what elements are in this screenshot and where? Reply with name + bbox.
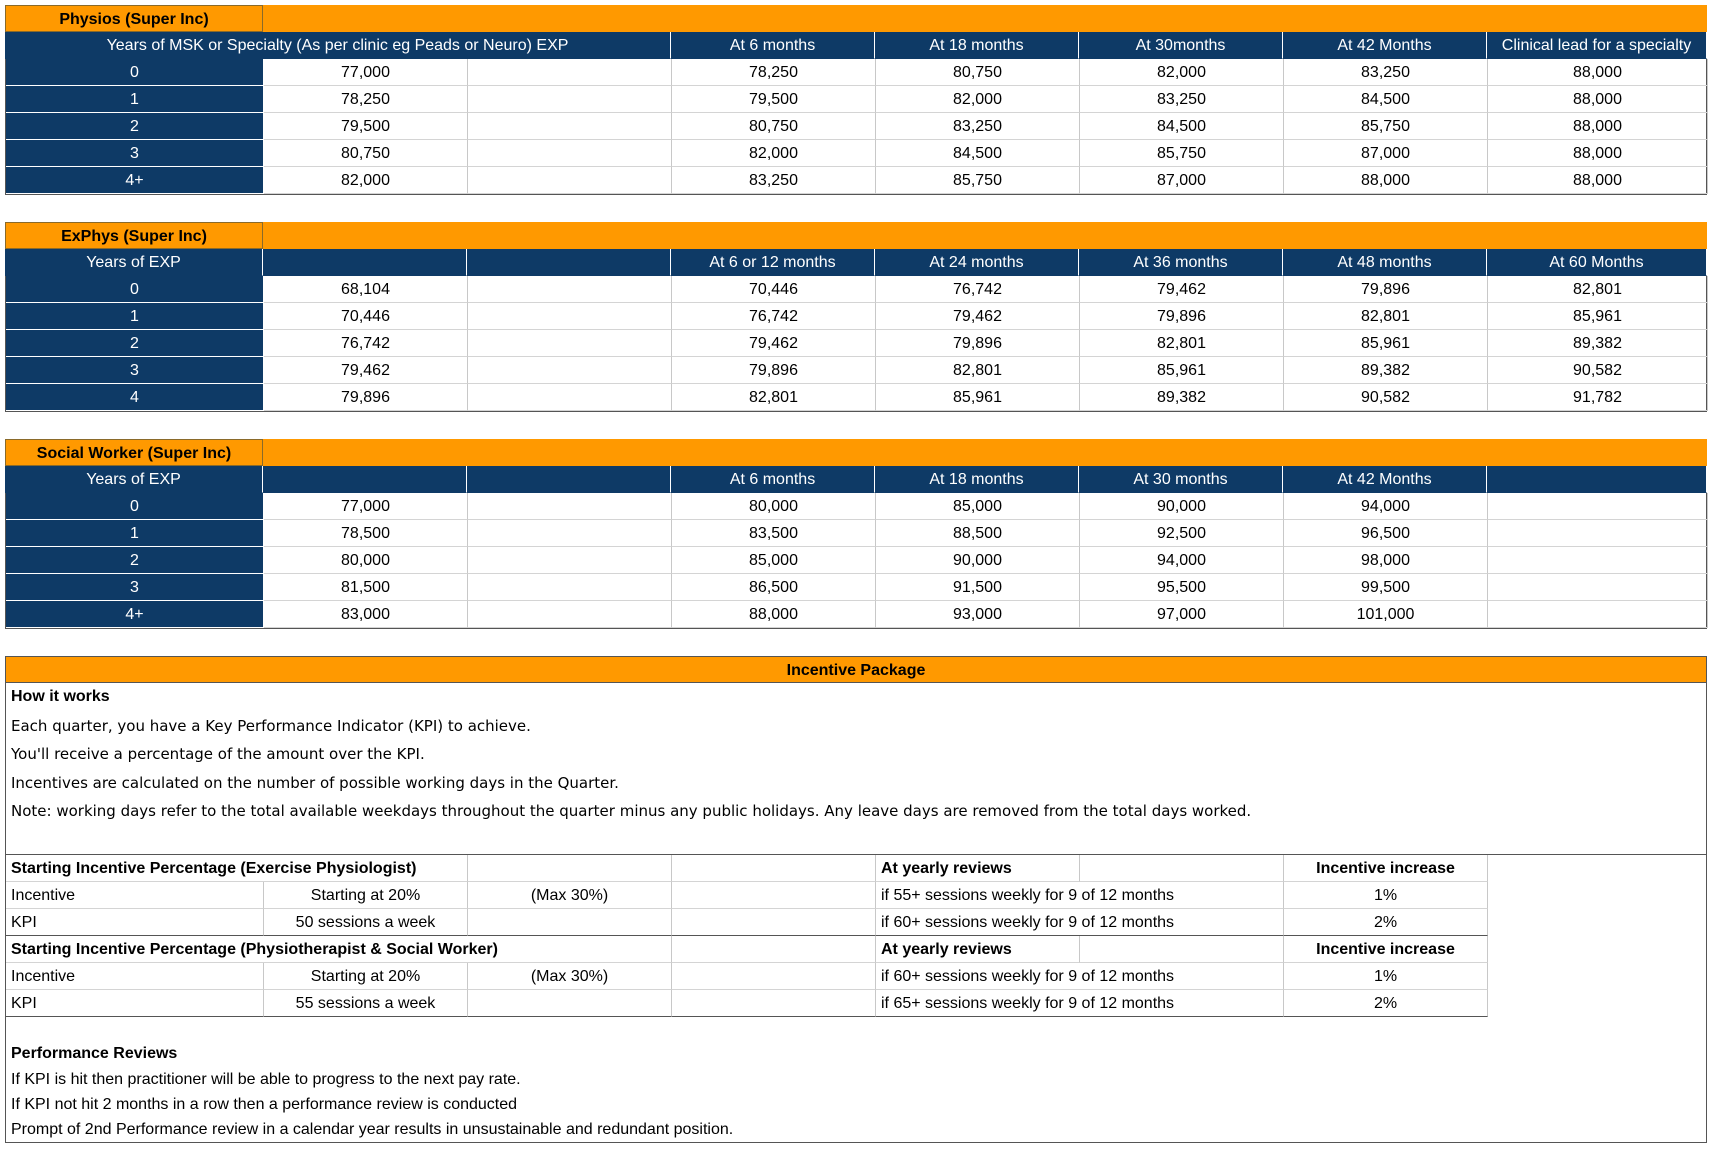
base-cell[interactable]: 82,000	[264, 167, 468, 194]
yearly-reviews-header[interactable]: At yearly reviews	[876, 936, 1080, 963]
year-cell[interactable]: 3	[6, 357, 264, 384]
value-cell[interactable]: 85,961	[1488, 303, 1708, 330]
review-condition[interactable]: if 60+ sessions weekly for 9 of 12 months	[876, 909, 1284, 936]
base-cell[interactable]: 78,250	[264, 86, 468, 113]
how-line[interactable]: Note: working days refer to the total available weekdays throughout the quarter minus any public holidays. Any leave days are removed from the total days worked.	[11, 802, 1252, 820]
value-cell[interactable]: 96,500	[1284, 520, 1488, 547]
year-cell[interactable]: 0	[6, 276, 264, 303]
value-cell[interactable]: 86,500	[672, 574, 876, 601]
value-cell[interactable]: 79,462	[1080, 276, 1284, 303]
physios-title[interactable]: Physios (Super Inc)	[5, 5, 263, 32]
year-cell[interactable]: 0	[6, 493, 264, 520]
how-line[interactable]: Each quarter, you have a Key Performance Indicator (KPI) to achieve.	[11, 716, 531, 735]
year-cell[interactable]: 3	[6, 140, 264, 167]
table-row	[6, 113, 1706, 140]
value-cell[interactable]: 91,500	[876, 574, 1080, 601]
table-row	[6, 140, 1706, 167]
incentive-increase-header[interactable]: Incentive increase	[1284, 936, 1488, 963]
table-row	[6, 882, 1706, 909]
value-cell[interactable]: 83,250	[876, 113, 1080, 140]
table-row	[6, 990, 1706, 1017]
exphys-years-header[interactable]: Years of EXP	[5, 249, 263, 276]
value-cell[interactable]: 99,500	[1284, 574, 1488, 601]
value-cell[interactable]: 82,000	[1080, 59, 1284, 86]
value-cell[interactable]: 85,750	[1080, 140, 1284, 167]
increase-value[interactable]: 1%	[1284, 882, 1488, 909]
value-cell[interactable]: 82,801	[1284, 303, 1488, 330]
incentive-value[interactable]: Starting at 20%	[264, 963, 468, 990]
performance-line[interactable]: If KPI is hit then practitioner will be able to progress to the next pay rate.	[11, 1071, 521, 1088]
value-cell[interactable]: 101,000	[1284, 601, 1488, 628]
increase-value[interactable]: 2%	[1284, 909, 1488, 936]
value-cell[interactable]: 95,500	[1080, 574, 1284, 601]
value-cell[interactable]: 79,500	[672, 86, 876, 113]
value-cell[interactable]: 80,000	[672, 493, 876, 520]
value-cell[interactable]: 85,750	[876, 167, 1080, 194]
base-cell[interactable]: 78,500	[264, 520, 468, 547]
incentive-max[interactable]: (Max 30%)	[468, 963, 672, 990]
value-cell[interactable]: 80,750	[672, 113, 876, 140]
physio-incentive-block	[5, 936, 1707, 1017]
exphys-col-header[interactable]: At 6 or 12 months	[671, 249, 875, 276]
exphys-title[interactable]: ExPhys (Super Inc)	[5, 222, 263, 249]
exphys-incentive-heading[interactable]: Starting Incentive Percentage (Exercise Physiologist)	[6, 855, 468, 882]
physios-col-header[interactable]: At 6 months	[671, 32, 875, 59]
incentive-value[interactable]: Starting at 20%	[264, 882, 468, 909]
value-cell[interactable]: 88,000	[1488, 86, 1708, 113]
exphys-col-header[interactable]: At 36 months	[1079, 249, 1283, 276]
value-cell[interactable]: 82,000	[672, 140, 876, 167]
exphys-incentive-block	[5, 854, 1707, 936]
exphys-col-header[interactable]: At 24 months	[875, 249, 1079, 276]
year-cell[interactable]: 4+	[6, 601, 264, 628]
kpi-label[interactable]: KPI	[6, 990, 264, 1017]
physios-col-header[interactable]: At 42 Months	[1283, 32, 1487, 59]
year-cell[interactable]: 2	[6, 113, 264, 140]
value-cell[interactable]: 94,000	[1284, 493, 1488, 520]
review-condition[interactable]: if 55+ sessions weekly for 9 of 12 months	[876, 882, 1284, 909]
value-cell[interactable]: 70,446	[672, 276, 876, 303]
value-cell[interactable]: 92,500	[1080, 520, 1284, 547]
value-cell[interactable]: 87,000	[1284, 140, 1488, 167]
table-row	[6, 59, 1706, 86]
table-row	[6, 601, 1706, 628]
incentive-label[interactable]: Incentive	[6, 963, 264, 990]
value-cell[interactable]: 79,462	[672, 330, 876, 357]
review-condition[interactable]: if 60+ sessions weekly for 9 of 12 months	[876, 963, 1284, 990]
review-condition[interactable]: if 65+ sessions weekly for 9 of 12 months	[876, 990, 1284, 1017]
value-cell[interactable]: 82,801	[1488, 276, 1708, 303]
table-row	[6, 276, 1706, 303]
table-row	[6, 384, 1706, 411]
value-cell[interactable]: 89,382	[1488, 330, 1708, 357]
value-cell[interactable]: 93,000	[876, 601, 1080, 628]
table-row	[6, 86, 1706, 113]
value-cell[interactable]: 88,000	[672, 601, 876, 628]
physios-col-header[interactable]: At 18 months	[875, 32, 1079, 59]
value-cell[interactable]	[1488, 547, 1708, 574]
year-cell[interactable]: 0	[6, 59, 264, 86]
value-cell[interactable]: 83,250	[672, 167, 876, 194]
table-row	[6, 936, 1706, 963]
base-cell[interactable]: 80,000	[264, 547, 468, 574]
social-table	[5, 493, 1707, 629]
social-col-header[interactable]: At 6 months	[671, 466, 875, 493]
exphys-col-header[interactable]: At 60 Months	[1487, 249, 1707, 276]
exphys-table	[5, 276, 1707, 412]
exphys-title-row	[5, 222, 1707, 249]
how-it-works-heading[interactable]: How it works	[11, 688, 110, 705]
value-cell[interactable]: 85,750	[1284, 113, 1488, 140]
year-cell[interactable]: 2	[6, 547, 264, 574]
base-cell[interactable]: 83,000	[264, 601, 468, 628]
year-cell[interactable]: 4	[6, 384, 264, 411]
table-row	[6, 963, 1706, 990]
value-cell[interactable]: 85,000	[876, 493, 1080, 520]
value-cell[interactable]: 83,250	[1080, 86, 1284, 113]
value-cell[interactable]: 88,000	[1488, 140, 1708, 167]
value-cell[interactable]: 98,000	[1284, 547, 1488, 574]
incentive-increase-header[interactable]: Incentive increase	[1284, 855, 1488, 882]
value-cell[interactable]: 82,000	[876, 86, 1080, 113]
performance-line[interactable]: Prompt of 2nd Performance review in a calendar year results in unsustainable and redundant position.	[11, 1121, 734, 1138]
value-cell[interactable]: 78,250	[672, 59, 876, 86]
kpi-value[interactable]: 55 sessions a week	[264, 990, 468, 1017]
social-col-header[interactable]: At 18 months	[875, 466, 1079, 493]
value-cell[interactable]: 88,000	[1488, 113, 1708, 140]
value-cell[interactable]: 90,582	[1488, 357, 1708, 384]
year-cell[interactable]: 2	[6, 330, 264, 357]
value-cell[interactable]: 88,000	[1488, 59, 1708, 86]
performance-line[interactable]: If KPI not hit 2 months in a row then a performance review is conducted	[11, 1096, 518, 1113]
value-cell[interactable]: 89,382	[1080, 384, 1284, 411]
value-cell[interactable]: 76,742	[876, 276, 1080, 303]
value-cell[interactable]: 88,500	[876, 520, 1080, 547]
value-cell[interactable]	[1488, 601, 1708, 628]
exphys-col-header[interactable]: At 48 months	[1283, 249, 1487, 276]
year-cell[interactable]: 4+	[6, 167, 264, 194]
value-cell[interactable]	[1488, 574, 1708, 601]
social-years-header[interactable]: Years of EXP	[5, 466, 263, 493]
how-line[interactable]: Incentives are calculated on the number of possible working days in the Quarter.	[11, 773, 619, 792]
value-cell[interactable]: 79,896	[1080, 303, 1284, 330]
table-row	[6, 330, 1706, 357]
table-row	[6, 520, 1706, 547]
value-cell[interactable]: 90,582	[1284, 384, 1488, 411]
performance-heading[interactable]: Performance Reviews	[11, 1045, 178, 1062]
value-cell[interactable]: 84,500	[1284, 86, 1488, 113]
base-cell[interactable]: 70,446	[264, 303, 468, 330]
social-header-row	[5, 466, 1707, 493]
value-cell[interactable]: 79,462	[876, 303, 1080, 330]
increase-value[interactable]: 1%	[1284, 963, 1488, 990]
value-cell[interactable]	[1488, 520, 1708, 547]
physios-title-row	[5, 5, 1707, 32]
value-cell[interactable]: 76,742	[672, 303, 876, 330]
yearly-reviews-header[interactable]: At yearly reviews	[876, 855, 1080, 882]
year-cell[interactable]: 1	[6, 520, 264, 547]
base-cell[interactable]: 77,000	[264, 493, 468, 520]
value-cell[interactable]: 79,896	[672, 357, 876, 384]
value-cell[interactable]: 82,801	[1080, 330, 1284, 357]
table-row	[6, 357, 1706, 384]
value-cell[interactable]: 85,000	[672, 547, 876, 574]
table-row	[6, 574, 1706, 601]
physio-incentive-heading[interactable]: Starting Incentive Percentage (Physiotherapist & Social Worker)	[6, 936, 672, 963]
base-cell[interactable]: 79,896	[264, 384, 468, 411]
physios-table	[5, 59, 1707, 195]
kpi-value[interactable]: 50 sessions a week	[264, 909, 468, 936]
value-cell[interactable]: 91,782	[1488, 384, 1708, 411]
value-cell[interactable]: 84,500	[1080, 113, 1284, 140]
value-cell[interactable]: 79,896	[876, 330, 1080, 357]
performance-reviews	[5, 1017, 1707, 1143]
table-row	[6, 493, 1706, 520]
social-col-header[interactable]	[1487, 466, 1707, 493]
how-line[interactable]: You'll receive a percentage of the amount over the KPI.	[11, 745, 425, 763]
year-cell[interactable]: 3	[6, 574, 264, 601]
value-cell[interactable]	[1488, 493, 1708, 520]
base-cell[interactable]: 79,500	[264, 113, 468, 140]
base-cell[interactable]: 79,462	[264, 357, 468, 384]
base-cell[interactable]: 77,000	[264, 59, 468, 86]
value-cell[interactable]: 84,500	[876, 140, 1080, 167]
increase-value[interactable]: 2%	[1284, 990, 1488, 1017]
incentive-max[interactable]: (Max 30%)	[468, 882, 672, 909]
value-cell[interactable]: 82,801	[672, 384, 876, 411]
social-col-header[interactable]: At 42 Months	[1283, 466, 1487, 493]
value-cell[interactable]: 79,896	[1284, 276, 1488, 303]
physios-col-header[interactable]: Clinical lead for a specialty	[1487, 32, 1707, 59]
value-cell[interactable]: 90,000	[876, 547, 1080, 574]
spreadsheet	[5, 5, 1707, 1143]
value-cell[interactable]: 85,961	[1284, 330, 1488, 357]
incentive-label[interactable]: Incentive	[6, 882, 264, 909]
physios-col-header[interactable]: At 30months	[1079, 32, 1283, 59]
value-cell[interactable]: 80,750	[876, 59, 1080, 86]
physios-years-header[interactable]: Years of MSK or Specialty (As per clinic eg Peads or Neuro) EXP	[5, 32, 671, 59]
table-row	[6, 547, 1706, 574]
base-cell[interactable]: 76,742	[264, 330, 468, 357]
value-cell[interactable]: 83,500	[672, 520, 876, 547]
table-row	[6, 303, 1706, 330]
table-row	[6, 167, 1706, 194]
exphys-header-row	[5, 249, 1707, 276]
incentive-title[interactable]: Incentive Package	[5, 656, 1707, 683]
value-cell[interactable]: 83,250	[1284, 59, 1488, 86]
social-title[interactable]: Social Worker (Super Inc)	[5, 439, 263, 466]
social-col-header[interactable]: At 30 months	[1079, 466, 1283, 493]
base-cell[interactable]: 68,104	[264, 276, 468, 303]
table-row	[6, 909, 1706, 936]
value-cell[interactable]: 90,000	[1080, 493, 1284, 520]
base-cell[interactable]: 80,750	[264, 140, 468, 167]
how-it-works	[5, 683, 1707, 854]
value-cell[interactable]: 94,000	[1080, 547, 1284, 574]
base-cell[interactable]: 81,500	[264, 574, 468, 601]
year-cell[interactable]: 1	[6, 86, 264, 113]
value-cell[interactable]: 85,961	[876, 384, 1080, 411]
value-cell[interactable]: 87,000	[1080, 167, 1284, 194]
social-title-row	[5, 439, 1707, 466]
kpi-label[interactable]: KPI	[6, 909, 264, 936]
table-row	[6, 855, 1706, 882]
year-cell[interactable]: 1	[6, 303, 264, 330]
physios-header-row	[5, 32, 1707, 59]
value-cell[interactable]: 88,000	[1488, 167, 1708, 194]
value-cell[interactable]: 82,801	[876, 357, 1080, 384]
value-cell[interactable]: 97,000	[1080, 601, 1284, 628]
value-cell[interactable]: 89,382	[1284, 357, 1488, 384]
value-cell[interactable]: 85,961	[1080, 357, 1284, 384]
value-cell[interactable]: 88,000	[1284, 167, 1488, 194]
